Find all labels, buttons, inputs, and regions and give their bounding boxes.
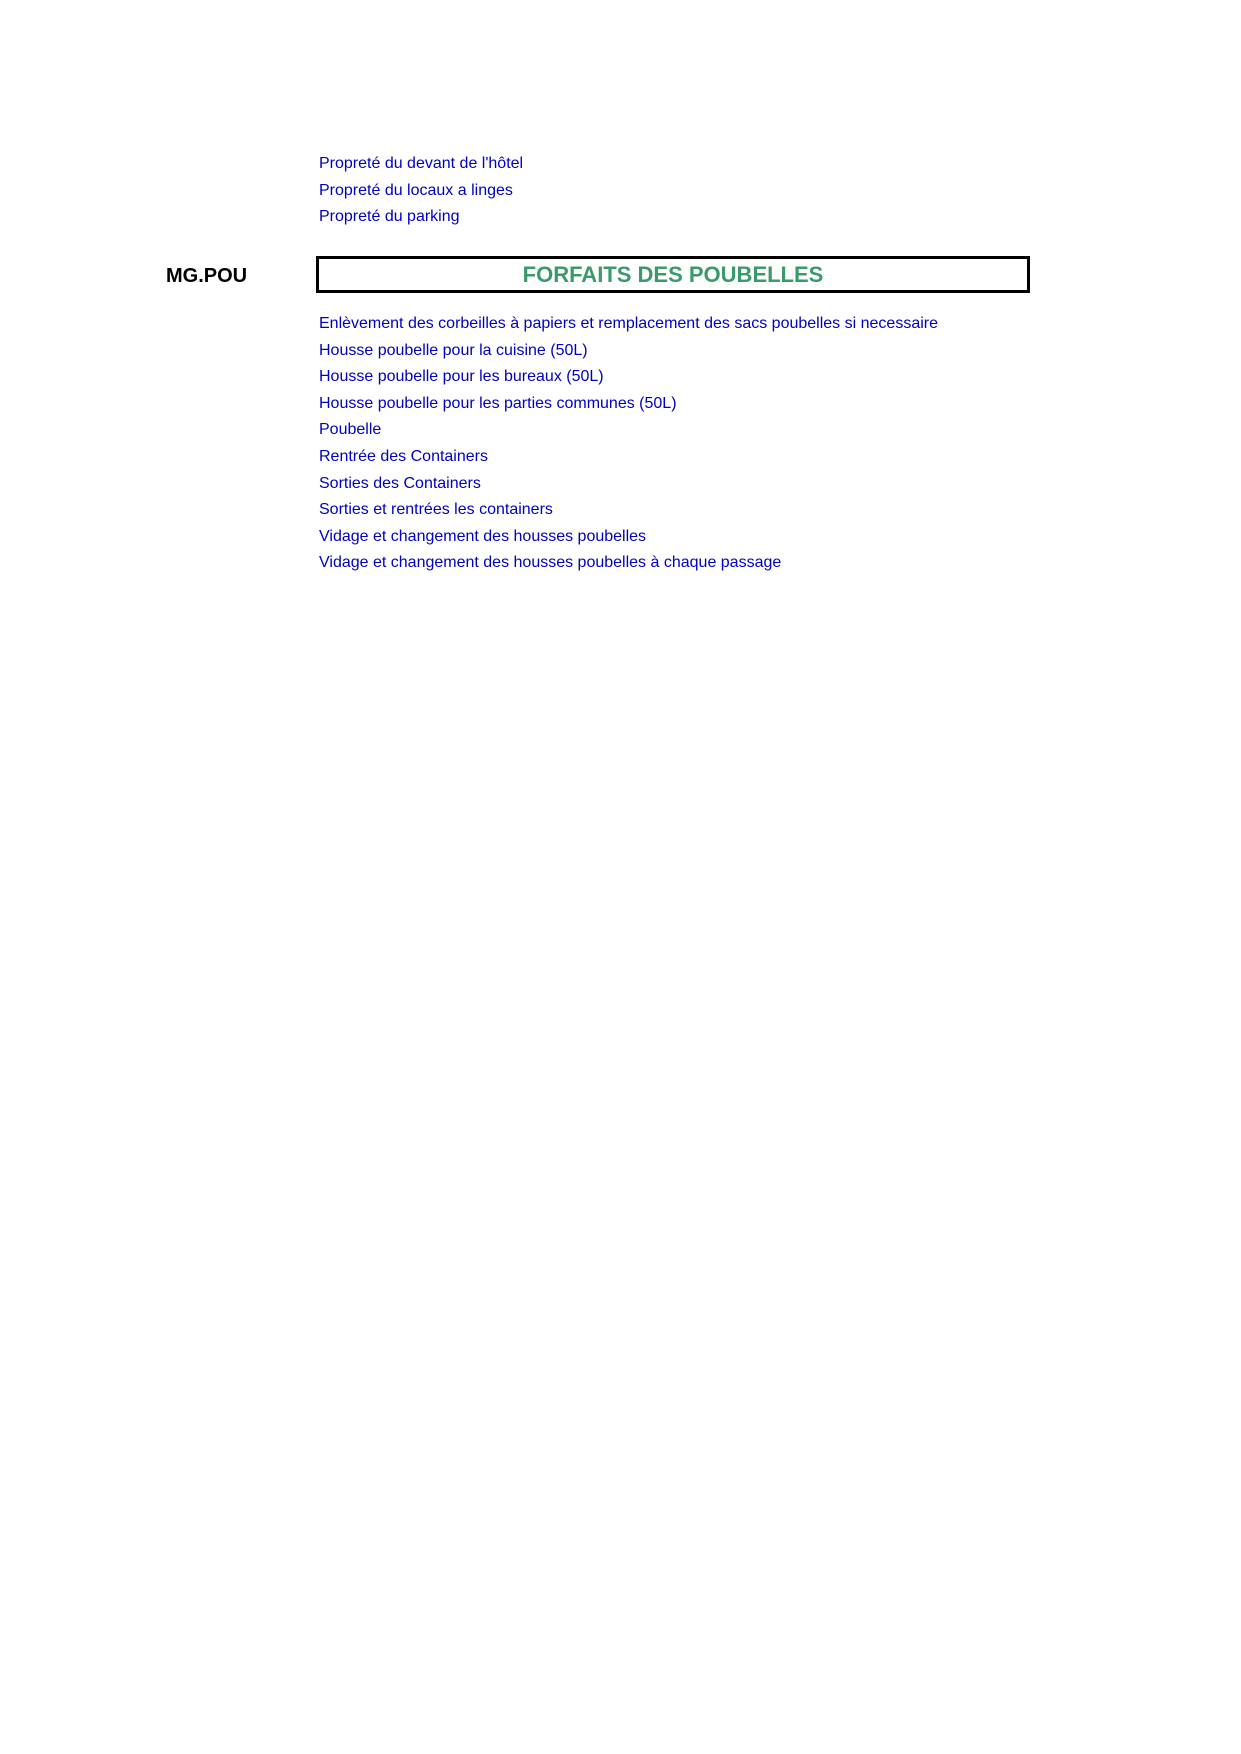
list-item: Housse poubelle pour la cuisine (50L) bbox=[319, 341, 588, 359]
list-item: Vidage et changement des housses poubelles à chaque passage bbox=[319, 554, 782, 572]
list-item: Sorties des Containers bbox=[319, 474, 481, 492]
list-item: Enlèvement des corbeilles à papiers et remplacement des sacs poubelles si necessaire bbox=[319, 315, 938, 332]
list-item: Vidage et changement des housses poubelles bbox=[319, 527, 647, 545]
previous-section-items-list bbox=[319, 151, 523, 231]
section-title: FORFAITS DES POUBELLES bbox=[522, 261, 824, 287]
list-item: Housse poubelle pour les parties communes (50L) bbox=[319, 394, 677, 412]
list-item: Propreté du devant de l'hôtel bbox=[319, 155, 524, 172]
list-item: Housse poubelle pour les bureaux (50L) bbox=[319, 368, 604, 386]
section-code: MG.POU bbox=[166, 265, 248, 287]
list-item: Sorties et rentrées les containers bbox=[319, 501, 553, 519]
list-item: Rentrée des Containers bbox=[319, 447, 488, 465]
list-item: Poubelle bbox=[319, 421, 382, 439]
section-items-list bbox=[319, 311, 938, 577]
list-item: Propreté du locaux a linges bbox=[319, 181, 513, 199]
section-title-box bbox=[316, 256, 1030, 293]
list-item: Propreté du parking bbox=[319, 208, 460, 226]
